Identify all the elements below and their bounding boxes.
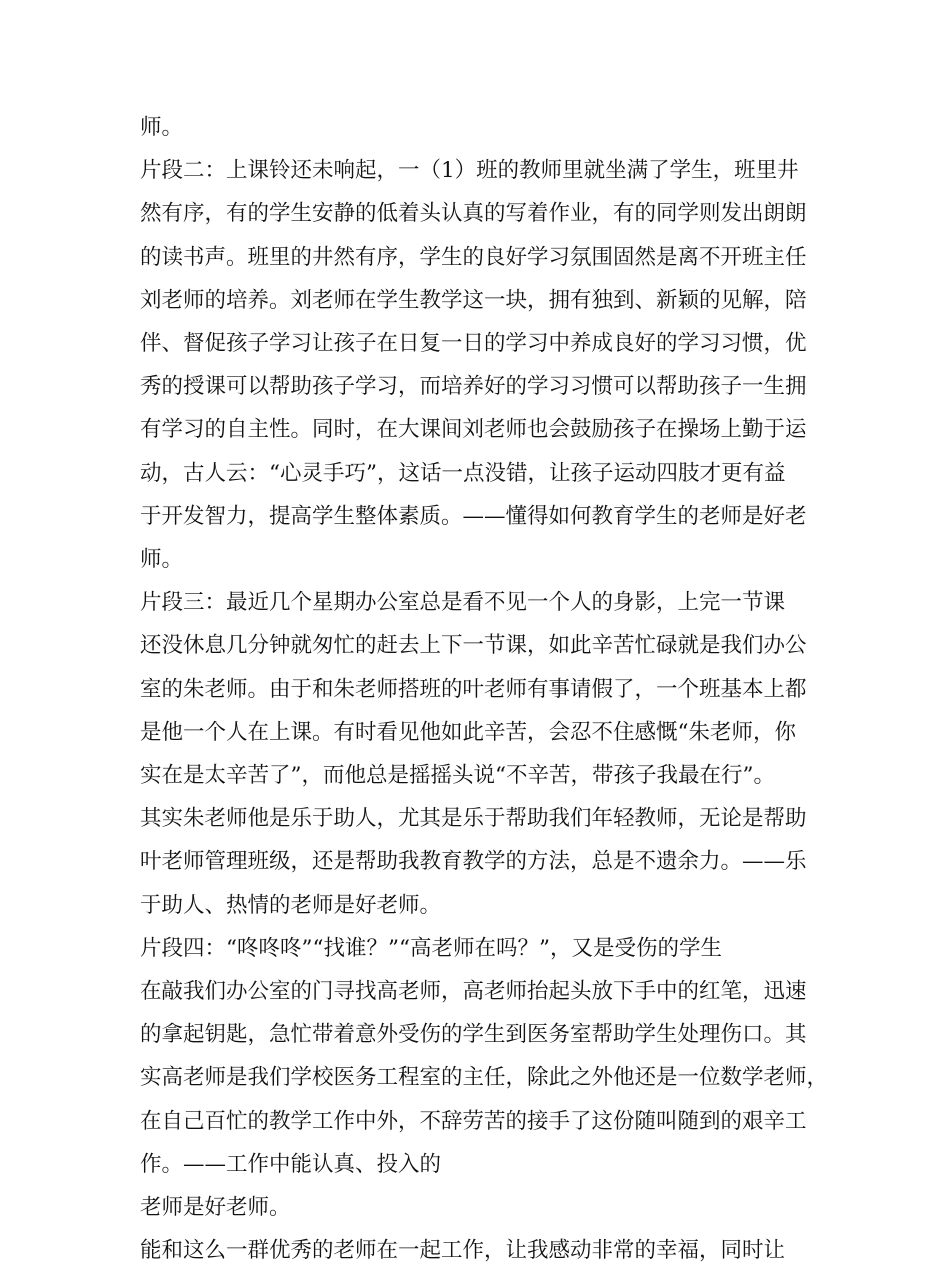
text-line: 在自己百忙的教学工作中外，不辞劳苦的接手了这份随叫随到的艰辛工 [140, 1108, 807, 1134]
text-line: 片段二：上课铃还未响起，一（1）班的教师里就坐满了学生，班里井 [140, 158, 799, 184]
text-line: 室的朱老师。由于和朱老师搭班的叶老师有事请假了，一个班基本上都 [140, 676, 807, 702]
text-line: 师。 [140, 115, 184, 140]
text-line: 其实朱老师他是乐于助人，尤其是乐于帮助我们年轻教师，无论是帮助 [140, 806, 807, 832]
text-line: 于开发智力，提高学生整体素质。——懂得如何教育学生的老师是好老 [140, 503, 807, 529]
text-line: 实高老师是我们学校医务工程室的主任，除此之外他还是一位数学老师， [140, 1065, 829, 1091]
text-line: 叶老师管理班级，还是帮助我教育教学的方法，总是不遗余力。——乐 [140, 849, 807, 875]
text-line: 于助人、热情的老师是好老师。 [140, 892, 442, 918]
text-line: 是他一个人在上课。有时看见他如此辛苦，会忍不住感慨“朱老师，你 [140, 719, 796, 745]
text-line: 的读书声。班里的井然有序，学生的良好学习氛围固然是离不开班主任 [140, 244, 807, 270]
text-line: 伴、督促孩子学习让孩子在日复一日的学习中养成良好的学习习惯，优 [140, 331, 807, 356]
text-line: 作。——工作中能认真、投入的 [140, 1151, 442, 1177]
text-line: 在敲我们办公室的门寻找高老师，高老师抬起头放下手中的红笔，迅速 [140, 979, 807, 1004]
text-line: 片段四：“咚咚咚”“找谁？”“高老师在吗？”，又是受伤的学生 [140, 935, 722, 961]
text-line: 然有序，有的学生安静的低着头认真的写着作业，有的同学则发出朗朗 [140, 201, 807, 227]
text-line: 动，古人云：“心灵手巧”，这话一点没错，让孩子运动四肢才更有益 [140, 460, 786, 486]
text-line: 实在是太辛苦了”，而他总是摇摇头说“不辛苦，带孩子我最在行”。 [140, 763, 775, 788]
text-line: 还没休息几分钟就匆忙的赶去上下一节课，如此辛苦忙碌就是我们办公 [140, 633, 807, 659]
text-line: 师。 [140, 547, 184, 572]
text-line: 片段三：最近几个星期办公室总是看不见一个人的身影，上完一节课 [140, 590, 786, 616]
text-line: 老师是好老师。 [140, 1195, 291, 1220]
text-line: 刘老师的培养。刘老师在学生教学这一块，拥有独到、新颖的见解，陪 [140, 287, 807, 313]
text-line: 秀的授课可以帮助孩子学习，而培养好的学习习惯可以帮助孩子一生拥 [140, 374, 807, 400]
text-line: 能和这么一群优秀的老师在一起工作，让我感动非常的幸福，同时让 [140, 1238, 786, 1264]
text-line: 的拿起钥匙，急忙带着意外受伤的学生到医务室帮助学生处理伤口。其 [140, 1022, 807, 1048]
text-line: 有学习的自主性。同时，在大课间刘老师也会鼓励孩子在操场上勤于运 [140, 417, 807, 443]
